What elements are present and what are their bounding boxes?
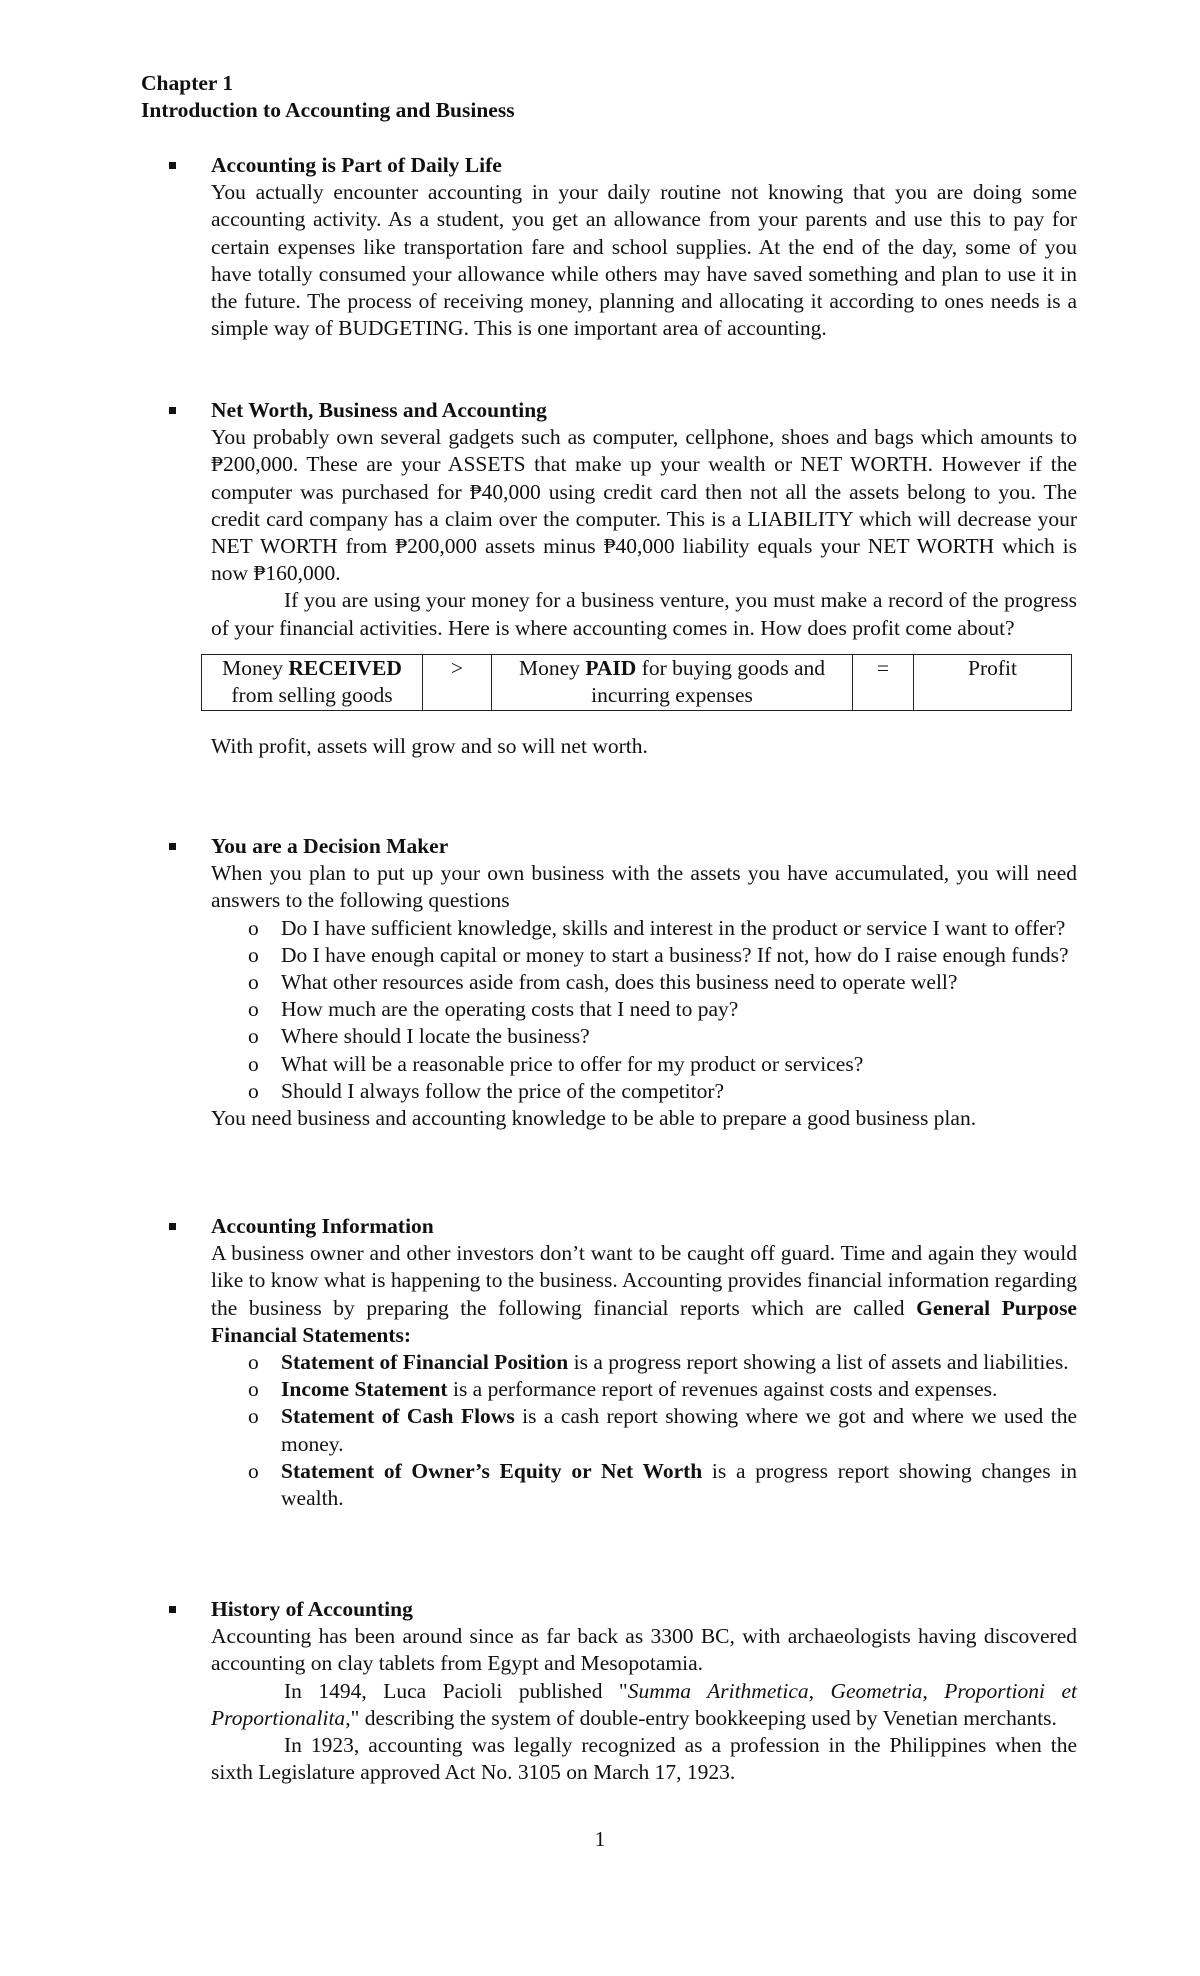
list-item: o What will be a reasonable price to offer for my product or services?: [211, 1051, 1077, 1078]
circle-bullet-icon: o: [248, 1404, 259, 1429]
section-net-worth: [172, 397, 1077, 760]
section-accounting-information: [172, 1213, 1077, 1512]
section-paragraph: If you are using your money for a business venture, you must make a record of the progress of your financial activities. Here is where accounting comes in. How does profit come about?: [211, 588, 1077, 640]
section-title: History of Accounting: [211, 1597, 413, 1621]
circle-bullet-icon: o: [248, 1051, 259, 1076]
circle-bullet-icon: o: [248, 970, 259, 995]
list-item: o Should I always follow the price of the competitor?: [211, 1078, 1077, 1105]
square-bullet-icon: [169, 407, 176, 414]
list-item: o Statement of Cash Flows is a cash report showing where we got and where we used the money.: [248, 1404, 1077, 1456]
square-bullet-icon: [169, 1223, 176, 1230]
section-paragraph: A business owner and other investors don’t want to be caught off guard. Time and again they would like to know what is happening to the business. Accounting provides financial information regarding the business by preparing the following financial reports which are called General Purpose Financial Statements:: [211, 1241, 1077, 1347]
section-paragraph: You actually encounter accounting in your daily routine not knowing that you are doing some accounting activity. As a student, you get an allowance from your parents and use this to pay for certain expenses like transportation fare and school supplies. At the end of the day, some of you have totally consumed your allowance while others may have saved something and plan to use it in the future. The process of receiving money, planning and allocating it according to ones needs is a simple way of BUDGETING. This is one important area of accounting.: [211, 180, 1077, 341]
money-received-cell: Money RECEIVED from selling goods: [202, 654, 423, 710]
section-paragraph: When you plan to put up your own business with the assets you have accumulated, you will need answers to the following questions: [211, 861, 1077, 913]
circle-bullet-icon: o: [248, 1350, 259, 1375]
section-title: Net Worth, Business and Accounting: [211, 398, 547, 422]
list-item: o Statement of Financial Position is a progress report showing a list of assets and liabilities.: [211, 1349, 1077, 1376]
statements-list: [211, 1349, 1077, 1512]
section-title: You are a Decision Maker: [211, 834, 449, 858]
circle-bullet-icon: o: [248, 997, 259, 1022]
equals-cell: =: [853, 654, 914, 710]
section-daily-life: [172, 152, 1077, 342]
chapter-heading: [141, 70, 515, 124]
list-item: o Do I have sufficient knowledge, skills and interest in the product or service I want to offer?: [211, 915, 1077, 942]
list-item: o What other resources aside from cash, does this business need to operate well?: [211, 969, 1077, 996]
chapter-title: Introduction to Accounting and Business: [141, 98, 515, 123]
profit-cell: Profit: [914, 654, 1072, 710]
list-item: o Income Statement is a performance report of revenues against costs and expenses.: [211, 1376, 1077, 1403]
circle-bullet-icon: o: [248, 1078, 259, 1103]
section-title: Accounting is Part of Daily Life: [211, 153, 502, 177]
chapter-number: Chapter 1: [141, 71, 234, 95]
section-paragraph: You need business and accounting knowledge to be able to prepare a good business plan.: [211, 1106, 977, 1131]
circle-bullet-icon: o: [248, 942, 259, 967]
section-title: Accounting Information: [211, 1214, 434, 1238]
list-item: o Do I have enough capital or money to start a business? If not, how do I raise enough funds?: [211, 942, 1077, 969]
square-bullet-icon: [169, 843, 176, 850]
circle-bullet-icon: o: [248, 1377, 259, 1402]
square-bullet-icon: [169, 162, 176, 169]
list-item: o Statement of Owner’s Equity or Net Worth is a progress report showing changes in wealth.: [248, 1458, 1077, 1511]
section-decision-maker: [172, 833, 1077, 1132]
circle-bullet-icon: o: [248, 915, 259, 940]
section-paragraph: In 1923, accounting was legally recognized as a profession in the Philippines when the sixth Legislature approved Act No. 3105 on March 17, 1923.: [211, 1733, 1077, 1785]
section-history: [172, 1596, 1077, 1786]
section-paragraph: In 1494, Luca Pacioli published "Summa Arithmetica, Geometria, Proportioni et Proportionalita," describing the system of double-entry bookkeeping used by Venetian merchants.: [211, 1678, 1077, 1730]
questions-list: [211, 915, 1077, 1105]
square-bullet-icon: [169, 1606, 176, 1613]
money-paid-cell: Money PAID for buying goods and incurring expenses: [492, 654, 853, 710]
section-paragraph: With profit, assets will grow and so will net worth.: [211, 733, 648, 758]
list-item: o Where should I locate the business?: [211, 1023, 1077, 1050]
profit-equation-table: [201, 654, 1072, 711]
section-paragraph: You probably own several gadgets such as computer, cellphone, shoes and bags which amounts to ₱200,000. These are your ASSETS that make up your wealth or NET WORTH. However if the computer was purchased for ₱40,000 using credit card then not all the assets belong to you. The credit card company has a claim over the computer. This is a LIABILITY which will decrease your NET WORTH from ₱200,000 assets minus ₱40,000 liability equals your NET WORTH which is now ₱160,000.: [211, 425, 1077, 586]
circle-bullet-icon: o: [248, 1458, 259, 1483]
greater-than-cell: >: [423, 654, 492, 710]
circle-bullet-icon: o: [248, 1024, 259, 1049]
page-number: 1: [594, 1827, 606, 1851]
list-item: o How much are the operating costs that I need to pay?: [211, 996, 1077, 1023]
section-paragraph: Accounting has been around since as far back as 3300 BC, with archaeologists having discovered accounting on clay tablets from Egypt and Mesopotamia.: [211, 1624, 1077, 1676]
